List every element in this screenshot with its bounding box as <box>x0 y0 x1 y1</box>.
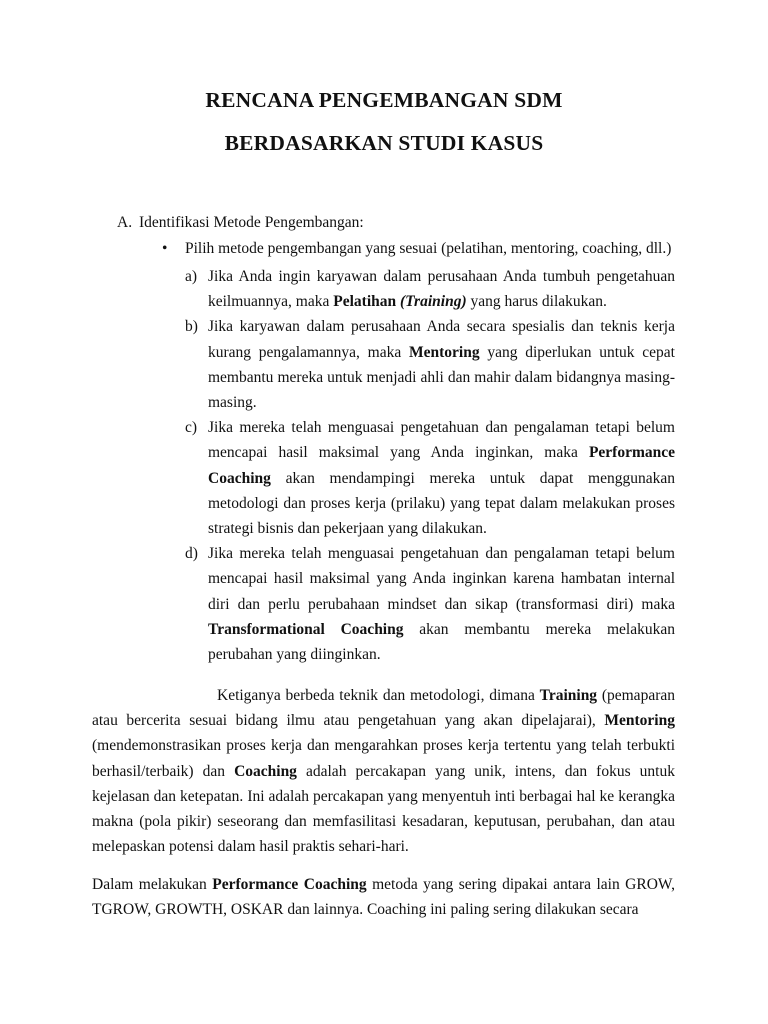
item-a-bold-italic-1: (Training) <box>400 293 467 311</box>
item-b-bold-1: Mentoring <box>408 343 480 361</box>
list-marker-b: b) <box>185 318 198 336</box>
item-a-text-1: Jika Anda ingin karyawan dalam perusahaan Anda tumbuh pengetahuan keilmuannya, maka <box>208 268 675 311</box>
list-marker-a: a) <box>185 268 198 285</box>
item-c-text-1: Jika mereka telah menguasai pengetahuan dan pengalaman tetapi belum mencapai hasil maksimal yang Anda inginkan, maka <box>208 419 675 462</box>
section-a-heading <box>117 214 364 232</box>
para2-text-1: Dalam melakukan <box>92 876 213 893</box>
list-item-c <box>185 415 675 541</box>
para1-text-3: (mendemonstrasikan proses kerja dan mengarahkan proses kerja tertentu yang telah terbukti berhasil/terbaik) dan <box>92 737 675 780</box>
bullet-text: Pilih metode pengembangan yang sesuai (pelatihan, mentoring, coaching, dll.) <box>185 240 672 257</box>
para1-bold-training: Training <box>539 687 598 704</box>
document-title-line-1: RENCANA PENGEMBANGAN SDM <box>205 88 563 112</box>
list-marker-c: c) <box>185 419 198 437</box>
item-c-bold-1: Performance Coaching <box>208 444 675 487</box>
item-a-bold-1: Pelatihan <box>333 293 400 311</box>
item-d-bold-1: Transformational Coaching <box>208 620 404 638</box>
bullet-item <box>162 240 671 258</box>
item-c-text-2: akan mendampingi mereka untuk dapat menggunakan metodologi dan proses kerja (prilaku) yang tepat dalam melakukan proses strategi bisnis dan pekerjaan yang dilakukan. <box>208 469 675 538</box>
document-title-line-2: BERDASARKAN STUDI KASUS <box>224 131 544 155</box>
para1-text-4: adalah percakapan yang unik, intens, dan fokus untuk kejelasan dan ketepatan. Ini adalah percakapan yang menyentuh inti berbagai hal ke kerangka makna (pola pikir) seseorang dan memfasilitasi kesadaran, keputusan, perubahan, dan atau melepaskan potensi dalam hasil praktis sehari-hari. <box>92 762 675 856</box>
section-heading-text: Identifikasi Metode Pengembangan: <box>139 214 364 231</box>
para1-bold-mentoring: Mentoring <box>604 712 675 730</box>
list-marker-d: d) <box>185 545 198 563</box>
item-b-text-2: yang diperlukan untuk cepat membantu mereka untuk menjadi ahli dan mahir dalam bidangnya masing-masing. <box>208 343 675 412</box>
para1-text-1: Ketiganya berbeda teknik dan metodologi, dimana <box>217 687 540 704</box>
para2-bold-performance-coaching: Performance Coaching <box>212 876 367 893</box>
para1-text-2: (pemaparan atau bercerita sesuai bidang ilmu atau pengetahuan yang akan dipelajarai), <box>92 687 675 730</box>
list-item-a <box>185 264 675 314</box>
list-item-b <box>185 314 675 415</box>
item-d-text-1: Jika mereka telah menguasai pengetahuan dan pengalaman tetapi belum mencapai hasil maksimal yang Anda inginkan karena hambatan internal diri dan perlu perubahaan mindset dan sikap (transformasi diri) maka <box>208 545 675 613</box>
list-item-d <box>185 541 675 667</box>
item-b-text-1: Jika karyawan dalam perusahaan Anda secara spesialis dan teknis kerja kurang pengalamannya, maka <box>208 318 675 361</box>
para1-bold-coaching: Coaching <box>234 762 297 780</box>
bullet-glyph: • <box>162 240 168 257</box>
item-a-text-2: yang harus dilakukan. <box>466 293 607 311</box>
method-list <box>185 264 675 667</box>
section-marker: A. <box>117 214 133 231</box>
paragraph-performance-coaching <box>92 872 675 922</box>
item-d-text-2: akan membantu mereka melakukan perubahan yang diinginkan. <box>208 620 675 664</box>
para2-text-2: metoda yang sering dipakai antara lain GROW, TGROW, GROWTH, OSKAR dan lainnya. Coaching ini paling sering dilakukan secara <box>92 876 675 919</box>
paragraph-comparison <box>92 683 675 859</box>
